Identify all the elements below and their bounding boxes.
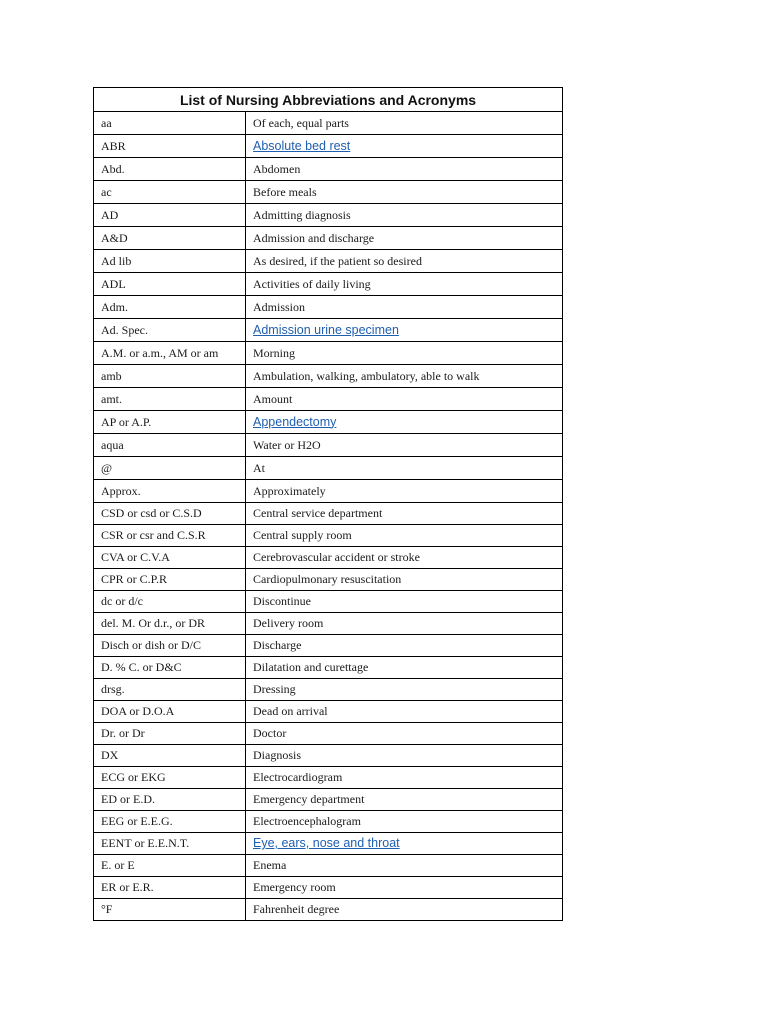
table-row <box>94 342 563 365</box>
table-row <box>94 569 563 591</box>
table-row <box>94 503 563 525</box>
meaning-cell: Electroencephalogram <box>246 811 563 833</box>
table-row <box>94 388 563 411</box>
meaning-link[interactable]: Absolute bed rest <box>253 138 351 153</box>
meaning-cell: Fahrenheit degree <box>246 899 563 921</box>
meaning-cell: Admission and discharge <box>246 227 563 250</box>
table-body <box>94 112 563 921</box>
table-row <box>94 227 563 250</box>
meaning-cell: Dead on arrival <box>246 701 563 723</box>
meaning-cell <box>246 319 563 342</box>
abbreviation-cell: EENT or E.E.N.T. <box>94 833 246 855</box>
meaning-cell: Emergency department <box>246 789 563 811</box>
meaning-cell: Diagnosis <box>246 745 563 767</box>
abbreviation-cell: Ad lib <box>94 250 246 273</box>
table-row <box>94 112 563 135</box>
meaning-cell: Abdomen <box>246 158 563 181</box>
meaning-link[interactable]: Eye, ears, nose and throat <box>253 836 400 850</box>
meaning-cell: Water or H2O <box>246 434 563 457</box>
table-row <box>94 296 563 319</box>
abbreviation-cell: AP or A.P. <box>94 411 246 434</box>
abbreviation-cell: CSD or csd or C.S.D <box>94 503 246 525</box>
meaning-cell: Electrocardiogram <box>246 767 563 789</box>
abbreviation-cell: AD <box>94 204 246 227</box>
abbreviation-cell: E. or E <box>94 855 246 877</box>
abbreviation-cell: drsg. <box>94 679 246 701</box>
table-row <box>94 411 563 434</box>
table-row <box>94 273 563 296</box>
table-row <box>94 204 563 227</box>
abbreviation-cell: ABR <box>94 135 246 158</box>
meaning-cell: Before meals <box>246 181 563 204</box>
meaning-link[interactable]: Appendectomy <box>253 414 337 429</box>
table-row <box>94 657 563 679</box>
abbreviation-cell: Ad. Spec. <box>94 319 246 342</box>
table-row <box>94 547 563 569</box>
table-row <box>94 365 563 388</box>
table-row <box>94 701 563 723</box>
abbreviation-cell: A.M. or a.m., AM or am <box>94 342 246 365</box>
abbreviation-cell: D. % C. or D&C <box>94 657 246 679</box>
meaning-cell: Admission <box>246 296 563 319</box>
meaning-cell: Delivery room <box>246 613 563 635</box>
meaning-cell: Central supply room <box>246 525 563 547</box>
table-row <box>94 525 563 547</box>
table-row <box>94 434 563 457</box>
meaning-cell: At <box>246 457 563 480</box>
abbreviation-cell: amb <box>94 365 246 388</box>
abbreviation-cell: del. M. Or d.r., or DR <box>94 613 246 635</box>
abbreviation-cell: Approx. <box>94 480 246 503</box>
abbreviation-cell: Adm. <box>94 296 246 319</box>
table-row <box>94 480 563 503</box>
table-row <box>94 745 563 767</box>
table-row <box>94 135 563 158</box>
abbreviation-cell: ECG or EKG <box>94 767 246 789</box>
abbreviation-cell: ED or E.D. <box>94 789 246 811</box>
table-row <box>94 635 563 657</box>
abbreviations-table <box>93 87 563 921</box>
abbreviation-cell: EEG or E.E.G. <box>94 811 246 833</box>
meaning-cell: Dilatation and curettage <box>246 657 563 679</box>
abbreviation-cell: Abd. <box>94 158 246 181</box>
table-row <box>94 833 563 855</box>
abbreviation-cell: CVA or C.V.A <box>94 547 246 569</box>
table-row <box>94 158 563 181</box>
abbreviation-cell: DX <box>94 745 246 767</box>
meaning-cell: Amount <box>246 388 563 411</box>
table-row <box>94 855 563 877</box>
meaning-cell <box>246 135 563 158</box>
meaning-cell <box>246 411 563 434</box>
meaning-cell: Of each, equal parts <box>246 112 563 135</box>
abbreviation-cell: amt. <box>94 388 246 411</box>
meaning-cell: Discontinue <box>246 591 563 613</box>
abbreviation-cell: Dr. or Dr <box>94 723 246 745</box>
abbreviation-cell: dc or d/c <box>94 591 246 613</box>
table-row <box>94 250 563 273</box>
abbreviation-cell: ER or E.R. <box>94 877 246 899</box>
table-row <box>94 811 563 833</box>
abbreviation-cell: °F <box>94 899 246 921</box>
table-row <box>94 679 563 701</box>
abbreviation-cell: DOA or D.O.A <box>94 701 246 723</box>
meaning-cell: Dressing <box>246 679 563 701</box>
abbreviation-cell: aa <box>94 112 246 135</box>
meaning-cell: Discharge <box>246 635 563 657</box>
meaning-cell: Central service department <box>246 503 563 525</box>
meaning-cell: Cerebrovascular accident or stroke <box>246 547 563 569</box>
table-row <box>94 877 563 899</box>
abbreviation-cell: @ <box>94 457 246 480</box>
table-row <box>94 613 563 635</box>
meaning-cell: Enema <box>246 855 563 877</box>
meaning-cell: Emergency room <box>246 877 563 899</box>
abbreviation-cell: A&D <box>94 227 246 250</box>
table-title: List of Nursing Abbreviations and Acronyms <box>94 88 563 112</box>
table-row <box>94 899 563 921</box>
table-row <box>94 767 563 789</box>
meaning-cell: Approximately <box>246 480 563 503</box>
meaning-cell: Activities of daily living <box>246 273 563 296</box>
table-row <box>94 181 563 204</box>
abbreviation-cell: Disch or dish or D/C <box>94 635 246 657</box>
table-row <box>94 319 563 342</box>
table-row <box>94 723 563 745</box>
meaning-cell: Cardiopulmonary resuscitation <box>246 569 563 591</box>
meaning-cell: Doctor <box>246 723 563 745</box>
meaning-link[interactable]: Admission urine specimen <box>253 322 399 337</box>
table-row <box>94 591 563 613</box>
abbreviation-cell: CPR or C.P.R <box>94 569 246 591</box>
meaning-cell: Morning <box>246 342 563 365</box>
meaning-cell <box>246 833 563 855</box>
meaning-cell: Ambulation, walking, ambulatory, able to walk <box>246 365 563 388</box>
abbreviation-cell: ac <box>94 181 246 204</box>
abbreviation-cell: CSR or csr and C.S.R <box>94 525 246 547</box>
meaning-cell: As desired, if the patient so desired <box>246 250 563 273</box>
meaning-cell: Admitting diagnosis <box>246 204 563 227</box>
table-row <box>94 789 563 811</box>
abbreviation-cell: aqua <box>94 434 246 457</box>
table-row <box>94 457 563 480</box>
abbreviation-cell: ADL <box>94 273 246 296</box>
